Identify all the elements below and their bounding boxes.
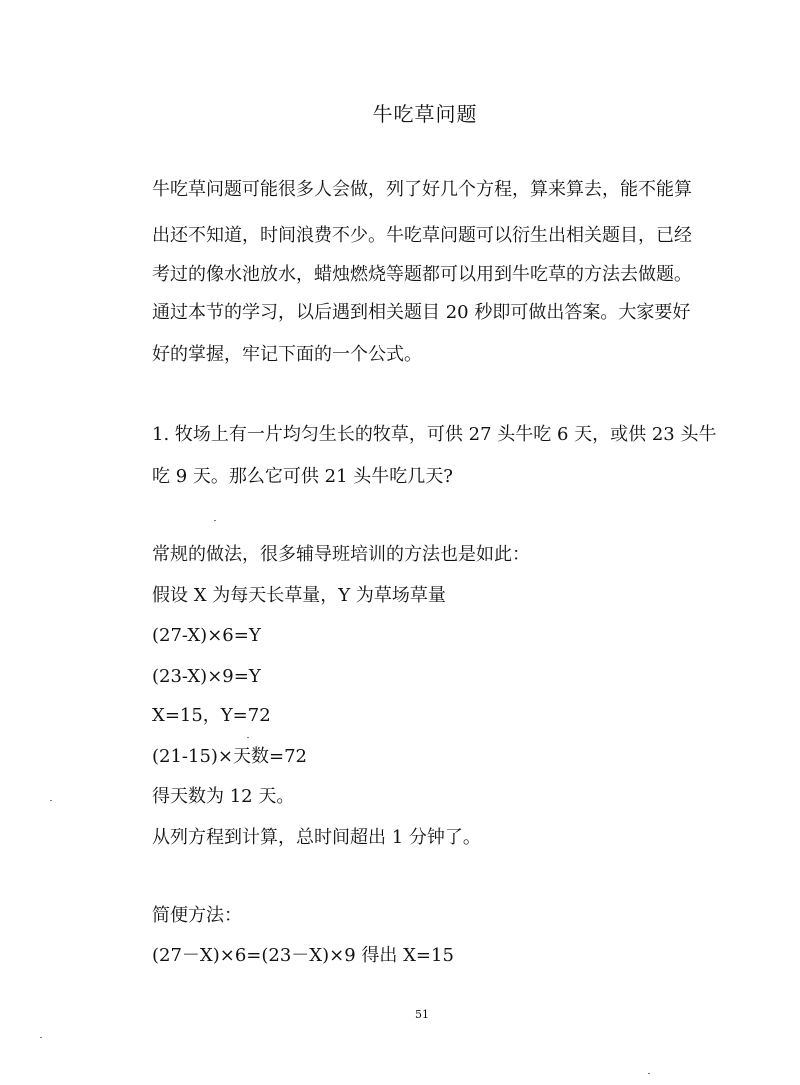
equation-line: (27-X)×6=Y: [152, 625, 261, 646]
remark-line: 从列方程到计算，总时间超出 1 分钟了。: [152, 827, 481, 848]
page-title: 牛吃草问题: [372, 102, 478, 126]
result-line: 得天数为 12 天。: [152, 786, 295, 807]
equation-line: X=15，Y=72: [152, 705, 271, 726]
problem-line: 1. 牧场上有一片均匀生长的牧草，可供 27 头牛吃 6 天，或供 23 头牛: [152, 424, 717, 445]
scan-speck: [247, 737, 249, 738]
conventional-line: 常规的做法，很多辅导班培训的方法也是如此：: [152, 544, 530, 565]
intro-line: 牛吃草问题可能很多人会做，列了好几个方程，算来算去，能不能算: [152, 179, 692, 200]
simple-method-equation: (27－X)×6=(23－X)×9 得出 X=15: [152, 945, 454, 966]
intro-line: 考过的像水池放水，蜡烛燃烧等题都可以用到牛吃草的方法去做题。: [152, 264, 692, 285]
scan-speck: [214, 520, 216, 521]
equation-line: (21-15)×天数=72: [152, 746, 308, 767]
scan-speck: [50, 800, 52, 801]
intro-line: 好的掌握，牢记下面的一个公式。: [152, 344, 422, 365]
scan-speck: [648, 1073, 650, 1074]
equation-line: (23-X)×9=Y: [152, 666, 261, 687]
intro-line: 通过本节的学习，以后遇到相关题目 20 秒即可做出答案。大家要好: [152, 302, 691, 323]
problem-line: 吃 9 天。那么它可供 21 头牛吃几天?: [152, 466, 453, 487]
scan-speck: [40, 1037, 42, 1038]
page-number: 51: [415, 1008, 429, 1021]
intro-line: 出还不知道，时间浪费不少。牛吃草问题可以衍生出相关题目，已经: [152, 225, 692, 246]
simple-method-heading: 简便方法：: [152, 905, 242, 926]
conventional-line: 假设 X 为每天长草量，Y 为草场草量: [152, 585, 446, 606]
